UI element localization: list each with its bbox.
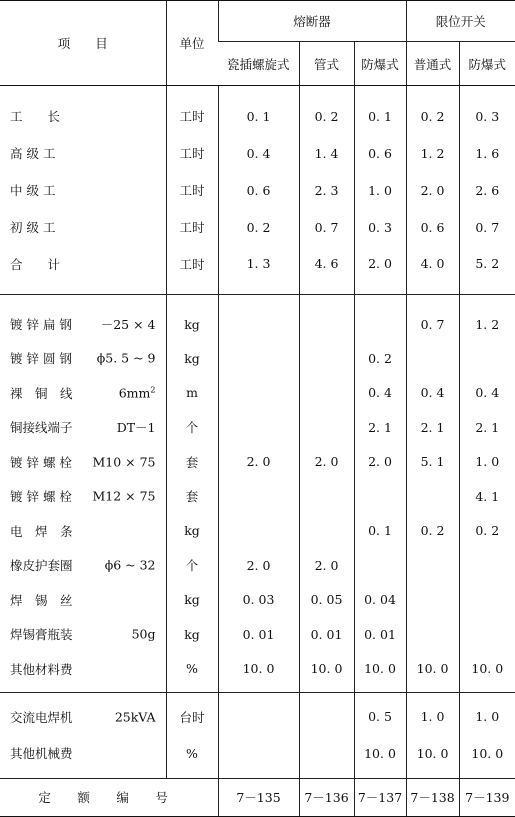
material-name: 裸 铜 线 [10,385,73,401]
material-row [0,479,515,514]
labor-value: 1. 6 [459,135,515,172]
material-unit: 套 [166,445,218,480]
material-value: 0. 05 [299,583,354,618]
machine-value [218,692,299,735]
labor-value: 1. 3 [218,246,299,295]
material-name: 焊锡膏瓶装 [10,627,73,643]
labor-name: 合 计 [10,256,61,272]
material-value [218,341,299,376]
material-value [218,376,299,411]
material-value: 0. 2 [406,514,459,549]
material-value: 2. 0 [218,445,299,480]
material-value [406,548,459,583]
material-value [459,617,515,652]
labor-unit: 工时 [166,246,218,295]
material-row [0,341,515,376]
material-name: 镀 锌 螺 栓 [10,489,72,505]
material-value: 2. 0 [354,445,406,480]
labor-value: 0. 6 [218,172,299,209]
labor-row [0,135,515,172]
machine-unit: 台时 [166,692,218,735]
machine-spec [115,709,156,724]
labor-value: 0. 3 [354,209,406,246]
machine-value [299,692,354,735]
material-value: 2. 1 [406,410,459,445]
quota-code: 7－137 [354,778,406,816]
material-spec-superscript: 2 [150,385,156,395]
header-sub-explosion-proof: 防爆式 [354,42,406,86]
material-value: 10. 0 [299,652,354,693]
header-sub-ordinary: 普通式 [406,42,459,86]
footer-row [0,778,515,816]
material-unit: kg [166,295,218,342]
material-value [218,514,299,549]
material-name: 镀 锌 螺 栓 [10,454,72,470]
material-value: 0. 7 [406,295,459,342]
material-row [0,652,515,693]
material-value [406,341,459,376]
machine-value: 10. 0 [406,735,459,778]
material-value [218,479,299,514]
material-value: 5. 1 [406,445,459,480]
material-value: 10. 0 [354,652,406,693]
header-sub-tube: 管式 [299,42,354,86]
labor-value: 0. 6 [354,135,406,172]
material-value [406,583,459,618]
machine-name: 其他机械费 [10,746,73,762]
material-row [0,445,515,480]
material-name-cell [0,376,166,411]
material-row [0,410,515,445]
material-name-cell [0,548,166,583]
material-value [299,376,354,411]
labor-name-cell [0,135,166,172]
material-name-cell [0,479,166,514]
material-value: 10. 0 [406,652,459,693]
labor-value: 0. 2 [218,209,299,246]
labor-name-cell [0,86,166,135]
material-name-cell [0,583,166,618]
material-spec [97,351,156,366]
labor-value: 2. 0 [354,246,406,295]
material-value: 0. 4 [354,376,406,411]
labor-value: 0. 7 [459,209,515,246]
labor-name-cell [0,209,166,246]
material-spec-text: 50g [131,626,156,642]
labor-unit: 工时 [166,172,218,209]
material-unit: 个 [166,410,218,445]
material-value [299,341,354,376]
material-name-cell [0,652,166,693]
material-spec [117,418,156,436]
labor-value: 0. 1 [218,86,299,135]
material-value [354,548,406,583]
labor-value: 2. 0 [406,172,459,209]
material-name-cell [0,445,166,480]
material-value: 0. 01 [354,617,406,652]
material-value: 0. 03 [218,583,299,618]
material-name-cell [0,410,166,445]
material-value: 0. 1 [354,514,406,549]
material-spec [101,315,156,333]
labor-section [0,86,515,295]
material-row [0,295,515,342]
material-row [0,376,515,411]
material-name: 铜接线端子 [10,420,73,436]
material-row [0,548,515,583]
machine-value [299,735,354,778]
labor-row [0,246,515,295]
material-name-cell [0,295,166,342]
material-spec-text: M12 × 75 [92,488,156,504]
material-value [354,295,406,342]
labor-value: 2. 6 [459,172,515,209]
labor-row [0,209,515,246]
labor-value: 0. 4 [218,135,299,172]
material-name: 镀 锌 扁 钢 [10,317,72,332]
material-value: 10. 0 [218,652,299,693]
material-value [299,479,354,514]
machine-name-cell [0,735,166,778]
material-name: 其他材料费 [10,661,73,677]
header-unit: 单位 [166,1,218,86]
material-value: 0. 01 [218,617,299,652]
machine-row [0,735,515,778]
machine-row [0,692,515,735]
material-value: 10. 0 [459,652,515,693]
material-value [299,410,354,445]
material-value: 4. 1 [459,479,515,514]
labor-row [0,86,515,135]
machines-section [0,692,515,778]
labor-value: 0. 2 [299,86,354,135]
material-spec-text: M10 × 75 [92,454,156,470]
material-name: 橡皮护套圈 [10,558,73,574]
material-value: 0. 2 [459,514,515,549]
machine-name-cell [0,692,166,735]
machine-value: 10. 0 [459,735,515,778]
labor-unit: 工时 [166,86,218,135]
material-value: 0. 04 [354,583,406,618]
material-name: 焊 锡 丝 [10,592,73,608]
material-row [0,514,515,549]
materials-section [0,295,515,693]
material-name: 电 焊 条 [10,523,73,539]
material-spec-text: ϕ5. 5 ~ 9 [96,350,156,366]
material-value [218,410,299,445]
material-value [406,617,459,652]
labor-value: 4. 6 [299,246,354,295]
machine-spec-text: 25kVA [114,709,156,725]
material-value [299,295,354,342]
material-spec-text: DT－1 [116,420,156,436]
material-unit: kg [166,583,218,618]
header-sub-porcelain-screw: 瓷插螺旋式 [218,42,299,86]
material-row [0,583,515,618]
machine-value: 1. 0 [406,692,459,735]
machine-name: 交流电焊机 [10,709,73,725]
header-sub-explosion-proof-2: 防爆式 [459,42,515,86]
material-unit: 个 [166,548,218,583]
labor-value: 5. 2 [459,246,515,295]
material-value: 0. 4 [406,376,459,411]
material-spec-text: ϕ6 ~ 32 [104,557,156,573]
quota-code: 7－139 [459,778,515,816]
material-value [406,479,459,514]
material-spec-text: －25 × 4 [100,317,156,332]
labor-value: 0. 1 [354,86,406,135]
labor-name: 高 级 工 [10,146,56,161]
material-value: 0. 01 [299,617,354,652]
material-value: 2. 1 [459,410,515,445]
material-value: 0. 2 [354,341,406,376]
labor-name: 中 级 工 [10,183,56,198]
labor-name: 初 级 工 [10,220,56,235]
material-value: 0. 4 [459,376,515,411]
material-unit: % [166,652,218,693]
labor-value: 1. 4 [299,135,354,172]
labor-value: 0. 2 [406,86,459,135]
machine-value [218,735,299,778]
labor-value: 4. 0 [406,246,459,295]
material-value [299,514,354,549]
header-group-limit-switch: 限位开关 [406,1,515,42]
material-name-cell [0,514,166,549]
material-value [459,583,515,618]
material-unit: kg [166,341,218,376]
material-name-cell [0,341,166,376]
material-value [459,341,515,376]
material-value [354,479,406,514]
labor-name: 工 长 [10,109,61,125]
material-unit: m [166,376,218,411]
labor-unit: 工时 [166,135,218,172]
machine-value: 1. 0 [459,692,515,735]
labor-value: 1. 0 [354,172,406,209]
quota-number-label: 定 额 编 号 [38,790,180,805]
material-value: 2. 1 [354,410,406,445]
material-value: 2. 0 [299,445,354,480]
material-value: 1. 0 [459,445,515,480]
material-value: 1. 2 [459,295,515,342]
labor-value: 2. 3 [299,172,354,209]
header-row-1 [0,1,515,42]
material-spec [92,454,155,469]
machine-value: 0. 5 [354,692,406,735]
material-value: 2. 0 [299,548,354,583]
material-name-cell [0,617,166,652]
labor-value: 0. 7 [299,209,354,246]
labor-name-cell [0,246,166,295]
labor-value: 0. 6 [406,209,459,246]
material-name: 镀 锌 圆 钢 [10,351,72,367]
labor-row [0,172,515,209]
labor-value: 1. 2 [406,135,459,172]
material-spec-text: 6mm [118,385,151,401]
labor-name-cell [0,172,166,209]
material-unit: kg [166,617,218,652]
labor-value: 0. 3 [459,86,515,135]
material-unit: 套 [166,479,218,514]
machine-unit: % [166,735,218,778]
material-spec [132,627,156,642]
material-spec [105,558,156,573]
quota-code: 7－136 [299,778,354,816]
header-item: 项 目 [0,1,166,86]
material-spec [92,489,155,504]
material-value: 2. 0 [218,548,299,583]
quota-code: 7－135 [218,778,299,816]
machine-value: 10. 0 [354,735,406,778]
material-value [218,295,299,342]
header-group-fuse: 熔断器 [218,1,406,42]
labor-unit: 工时 [166,209,218,246]
material-spec [119,385,156,400]
material-row [0,617,515,652]
quota-code: 7－138 [406,778,459,816]
material-value [459,548,515,583]
material-unit: kg [166,514,218,549]
